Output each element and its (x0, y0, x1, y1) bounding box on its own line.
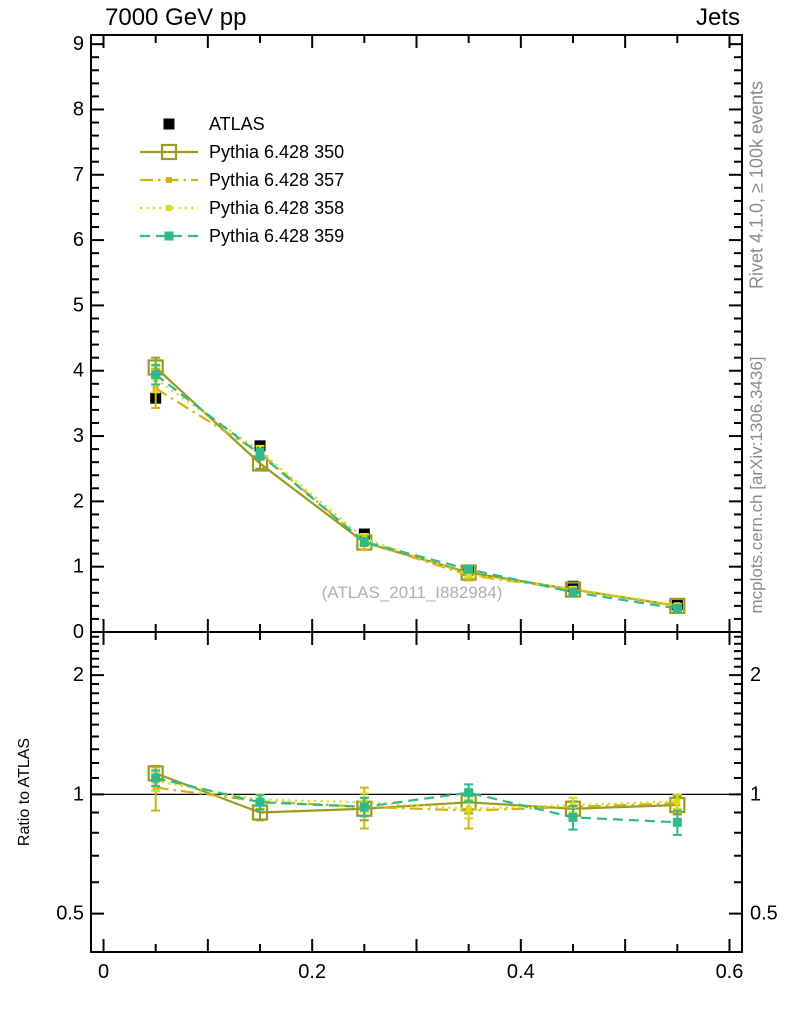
legend (138, 110, 344, 250)
ratio-ytick-label-left: 2 (72, 664, 84, 687)
rivet-version-note: Rivet 4.1.0, ≥ 100k events (746, 81, 767, 289)
ratio-ytick-label-right: 2 (750, 664, 762, 687)
series-pythia-6-428-350 (149, 766, 685, 820)
legend-item-pythia-357 (138, 166, 344, 194)
main-ytick-label: 4 (72, 359, 84, 382)
series-pythia-6-428-350 (149, 358, 685, 613)
xtick-label: 0.6 (715, 961, 744, 983)
legend-item-pythia-358 (138, 194, 344, 222)
xtick-label: 0 (97, 961, 110, 983)
xtick-label: 0.2 (298, 961, 327, 983)
series-pythia-6-428-359 (151, 365, 682, 613)
main-ytick-label: 5 (72, 294, 84, 317)
ratio-ytick-label-right: 1 (750, 783, 762, 806)
series-marker (166, 205, 172, 211)
analysis-id-watermark: (ATLAS_2011_I882984) (321, 583, 503, 602)
series-marker (256, 798, 265, 807)
legend-label-pythia-359: Pythia 6.428 359 (209, 225, 345, 246)
legend-swatch-pythia-350 (138, 138, 200, 166)
xtick-label: 0.4 (506, 961, 535, 983)
series-marker (464, 788, 473, 797)
series-marker (568, 588, 577, 597)
legend-swatch-pythia-358 (138, 194, 200, 222)
main-ytick-label: 9 (72, 33, 84, 56)
series-pythia-6-428-357 (151, 369, 682, 609)
legend-swatch-pythia-357 (138, 166, 200, 194)
series-marker (164, 119, 175, 130)
ratio-ytick-label-right: 0.5 (750, 902, 778, 925)
series-marker (151, 773, 160, 782)
series-marker (673, 818, 682, 827)
legend-item-pythia-350 (138, 138, 344, 166)
ratio-ytick-label-left: 1 (72, 783, 84, 806)
series-line (156, 367, 678, 605)
series-line (156, 388, 678, 606)
legend-item-pythia-359 (138, 222, 344, 250)
legend-item-atlas (138, 110, 344, 138)
series-marker (568, 813, 577, 822)
series-marker (151, 370, 160, 379)
series-line (156, 778, 678, 822)
series-marker (256, 450, 265, 459)
series-line (156, 379, 678, 605)
series-marker (360, 537, 369, 546)
series-pythia-6-428-358 (151, 366, 682, 608)
series-line (156, 375, 678, 609)
observable-title: Jets (695, 4, 740, 31)
main-ytick-label: 3 (72, 425, 84, 448)
legend-swatch-pythia-359 (138, 222, 200, 250)
main-ytick-label: 8 (72, 98, 84, 121)
series-marker (166, 177, 172, 183)
ratio-ytick-label-left: 0.5 (56, 902, 84, 925)
legend-label-pythia-350: Pythia 6.428 350 (209, 141, 345, 162)
series-marker (165, 232, 174, 241)
series-marker (674, 798, 680, 804)
series-marker (464, 565, 473, 574)
series-pythia-6-428-358 (151, 772, 682, 818)
legend-label-pythia-357: Pythia 6.428 357 (209, 169, 345, 190)
mcplots-arxiv-note: mcplots.cern.ch [arXiv:1306.3436] (747, 356, 766, 614)
main-ytick-label: 1 (72, 555, 84, 578)
beam-title: 7000 GeV pp (105, 4, 247, 31)
series-atlas (150, 393, 683, 610)
main-ytick-label: 0 (72, 621, 84, 643)
series-marker (360, 802, 369, 811)
main-ytick-label: 2 (72, 490, 84, 513)
main-ytick-label: 7 (72, 163, 84, 186)
ratio-axis-label: Ratio to ATLAS (16, 737, 33, 847)
legend-swatch-atlas (138, 110, 200, 138)
legend-label-atlas: ATLAS (209, 113, 265, 134)
series-marker (466, 806, 472, 812)
main-ytick-label: 6 (72, 229, 84, 252)
series-marker (673, 604, 682, 613)
legend-label-pythia-358: Pythia 6.428 358 (209, 197, 345, 218)
